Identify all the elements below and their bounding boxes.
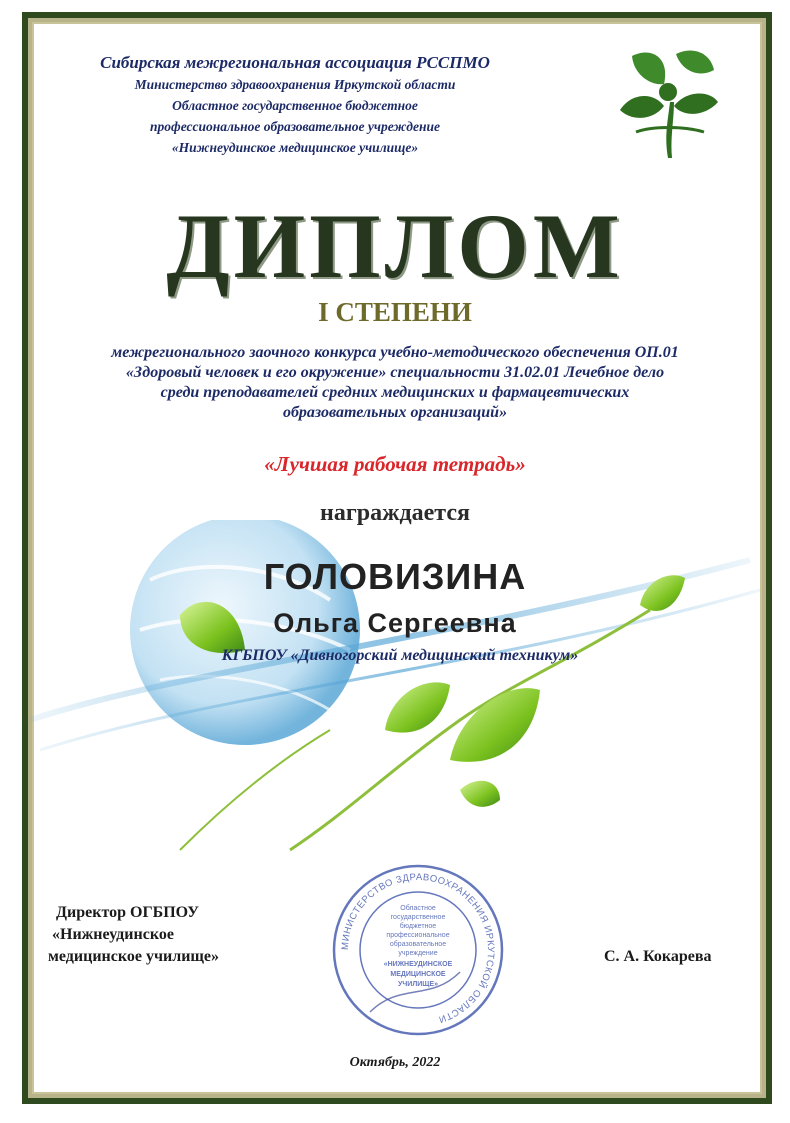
header-ministry: Министерство здравоохранения Иркутской области [134, 77, 456, 92]
stamp-inner-line: бюджетное [399, 923, 437, 930]
director-line: медицинское училище» [48, 948, 220, 965]
stamp-inner-line: профессиональное [386, 932, 450, 939]
issue-date: Октябрь, 2022 [349, 1055, 441, 1070]
nomination-title: «Лучшая рабочая тетрадь» [264, 452, 526, 476]
stamp-inner-line: «НИЖНЕУДИНСКОЕ [383, 961, 453, 968]
diploma-degree: I СТЕПЕНИ [318, 297, 472, 327]
svg-text:МИНИСТЕРСТВО ЗДРАВООХРАНЕНИЯ И [340, 872, 496, 1025]
header-institution-name: «Нижнеудинское медицинское училище» [171, 140, 419, 155]
signatory-name: С. А. Кокарева [604, 948, 712, 965]
contest-line: образовательных организаций» [282, 404, 508, 421]
stamp-inner-line: МЕДИЦИНСКОЕ [390, 971, 446, 978]
recipient-organization: КГБПОУ «Дивногорский медицинский техникум» [221, 647, 579, 664]
sprout-logo-icon [612, 40, 724, 162]
director-line: «Нижнеудинское [52, 926, 174, 943]
director-line: Директор ОГБПОУ [56, 904, 199, 921]
stamp-ring-text: МИНИСТЕРСТВО ЗДРАВООХРАНЕНИЯ ИРКУТСКОЙ ОБЛАСТИ [339, 871, 497, 1025]
contest-description [50, 343, 740, 423]
diploma-title: ДИПЛОМ [166, 195, 624, 297]
contest-line: «Здоровый человек и его окружение» специальности 31.02.01 Лечебное дело [125, 364, 665, 381]
recipient-surname: ГОЛОВИЗИНА [263, 556, 527, 597]
stamp-inner-line: Областное [400, 905, 436, 912]
stamp-inner-line: государственное [390, 914, 446, 921]
recipient-given-names: Ольга Сергеевна [273, 608, 517, 638]
awarded-label: награждается [320, 500, 470, 526]
header-institution-kind: профессиональное образовательное учреждение [150, 119, 440, 134]
official-stamp-icon [330, 862, 506, 1038]
header-institution-type: Областное государственное бюджетное [172, 98, 418, 113]
contest-line: межрегионального заочного конкурса учебно-методического обеспечения ОП.01 [111, 344, 679, 361]
director-title [48, 902, 219, 968]
stamp-inner-line: учреждение [398, 950, 438, 957]
header-association: Сибирская межрегиональная ассоциация РССПМО [100, 53, 490, 72]
stamp-inner-line: УЧИЛИЩЕ» [398, 981, 438, 988]
contest-line: среди преподавателей средних медицинских и фармацевтических [160, 384, 630, 401]
stamp-inner-line: образовательное [389, 941, 447, 948]
issuer-header [60, 52, 530, 158]
